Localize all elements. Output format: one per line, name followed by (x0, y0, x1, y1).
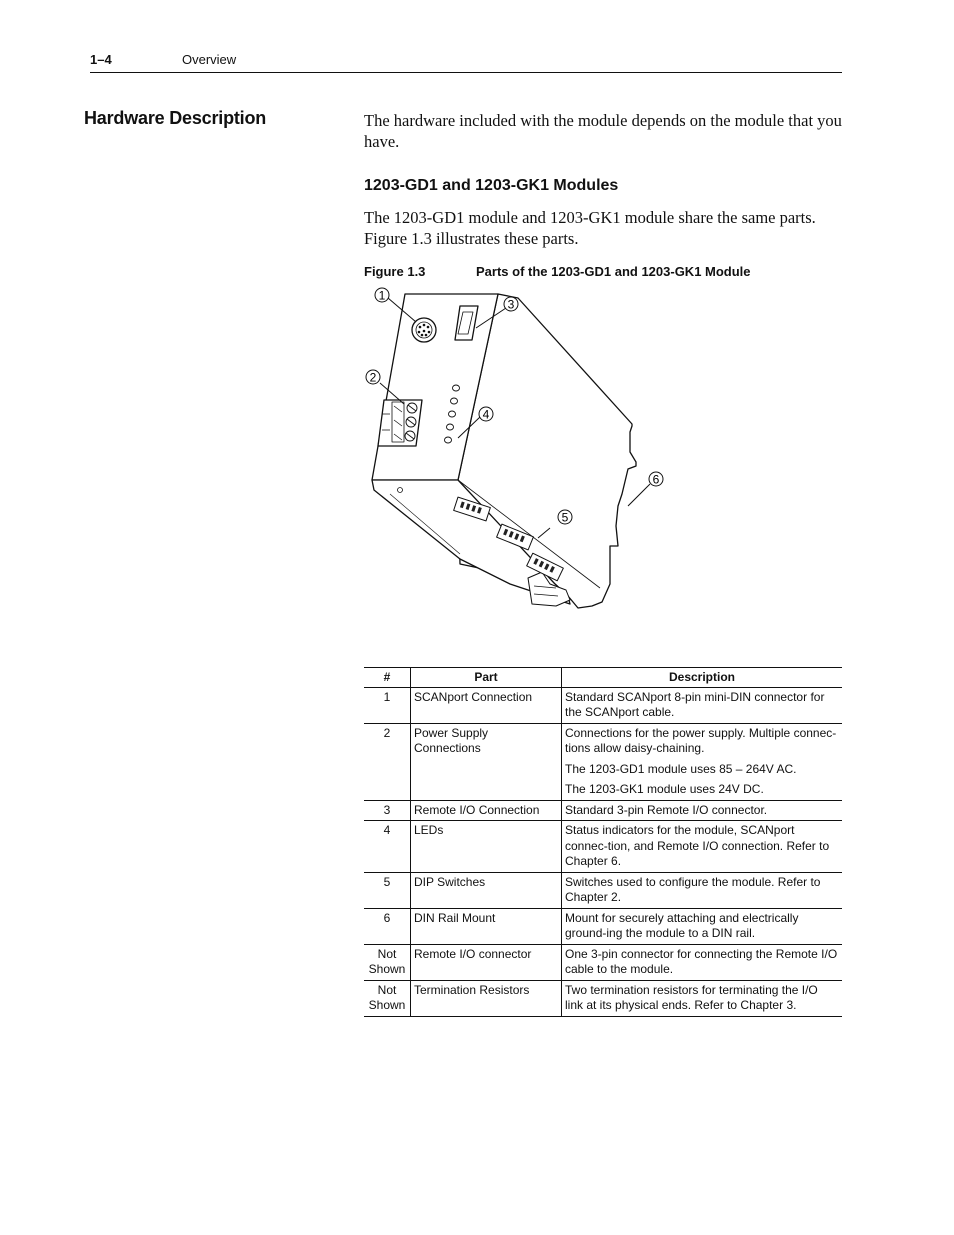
description-text: Switches used to configure the module. Refer to Chapter 2. (565, 874, 821, 904)
callout-4 (479, 407, 493, 422)
callout-5-label: 5 (561, 510, 569, 525)
section-title: Hardware Description (84, 108, 267, 128)
row-description (562, 723, 843, 800)
description-text: Standard SCANport 8-pin mini-DIN connector for the SCANport cable. (565, 689, 825, 719)
row-number: Not Shown (364, 980, 411, 1016)
row-part: DIP Switches (411, 872, 562, 908)
figure-label: Figure 1.3 (364, 264, 426, 279)
page-number: 1–4 (90, 52, 112, 67)
header-part: Part (411, 668, 562, 688)
row-description (562, 908, 843, 944)
row-number: 4 (364, 821, 411, 873)
row-description (562, 821, 843, 873)
header-description: Description (562, 668, 843, 688)
row-number: 6 (364, 908, 411, 944)
callout-3 (504, 297, 518, 312)
row-description (562, 980, 843, 1016)
table-header-row (364, 668, 842, 688)
description-text: Status indicators for the module, SCANport connec-tion, and Remote I/O connection. Refer to Chapter 6. (565, 823, 830, 868)
description-text: One 3-pin connector for connecting the Remote I/O cable to the module. (565, 946, 838, 976)
row-description (562, 872, 843, 908)
row-part: Termination Resistors (411, 980, 562, 1016)
row-part: Remote I/O Connection (411, 800, 562, 821)
figure-title: Parts of the 1203-GD1 and 1203-GK1 Module (476, 264, 751, 279)
parts-table (364, 667, 842, 1017)
description-text: Connections for the power supply. Multiple connec-tions allow daisy-chaining. (565, 725, 837, 755)
callout-6 (649, 472, 663, 487)
row-part: Remote I/O connector (411, 944, 562, 980)
row-number: 2 (364, 723, 411, 800)
table-row (364, 687, 842, 723)
running-title: Overview (182, 52, 237, 67)
callout-2 (366, 370, 380, 385)
table-row (364, 723, 842, 800)
table-row (364, 821, 842, 873)
row-part: SCANport Connection (411, 687, 562, 723)
description-text: Two termination resistors for terminating the I/O link at its physical ends. Refer to Chapter 3. (565, 982, 818, 1012)
row-description (562, 944, 843, 980)
callout-2-label: 2 (369, 370, 377, 385)
table-row (364, 908, 842, 944)
description-text: The 1203-GK1 module uses 24V DC. (565, 782, 764, 796)
description-text: The 1203-GD1 module uses 85 – 264V AC. (565, 761, 797, 776)
row-description (562, 800, 843, 821)
subsection-title: 1203-GD1 and 1203-GK1 Modules (364, 177, 619, 194)
page-header (90, 52, 842, 73)
table-row (364, 872, 842, 908)
header-number: # (364, 668, 411, 688)
callout-5 (558, 510, 572, 525)
subsection-paragraph: The 1203-GD1 module and 1203-GK1 module share the same parts. Figure 1.3 illustrates these parts. (364, 208, 816, 248)
table-row (364, 980, 842, 1016)
row-part: LEDs (411, 821, 562, 873)
table-row (364, 800, 842, 821)
module-illustration (360, 284, 680, 624)
row-part: DIN Rail Mount (411, 908, 562, 944)
intro-paragraph: The hardware included with the module depends on the module that you have. (364, 111, 842, 151)
callout-4-label: 4 (482, 407, 490, 422)
row-part: Power Supply Connections (411, 723, 562, 800)
callout-1-label: 1 (378, 288, 386, 303)
table-row (364, 944, 842, 980)
row-number: 3 (364, 800, 411, 821)
description-text: Mount for securely attaching and electrically ground-ing the module to a DIN rail. (565, 910, 799, 940)
row-number: Not Shown (364, 944, 411, 980)
description-text: Standard 3-pin Remote I/O connector. (565, 802, 768, 817)
callout-3-label: 3 (507, 297, 515, 312)
callout-1 (375, 288, 389, 303)
row-number: 5 (364, 872, 411, 908)
row-number: 1 (364, 687, 411, 723)
callout-6-label: 6 (652, 472, 660, 487)
row-description (562, 687, 843, 723)
